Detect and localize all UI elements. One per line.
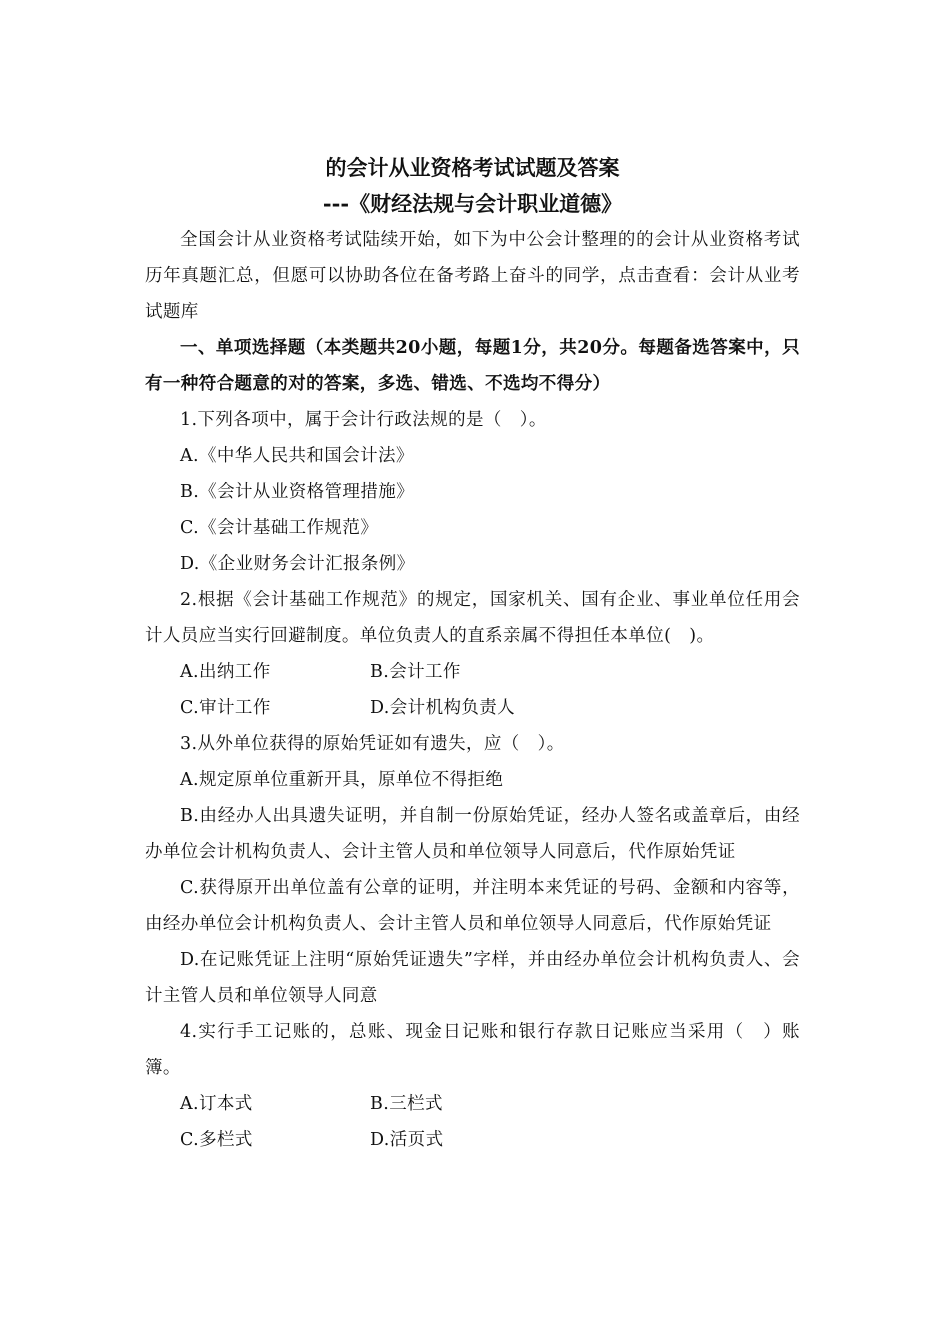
question-1-option-d: D.《企业财务会计汇报条例》: [180, 554, 415, 574]
section-heading: 一、单项选择题（本类题共20小题，每题1分，共20分。每题备选答案中，只有一种符合题意的对的答案，多选、错选、不选均不得分）: [145, 338, 800, 394]
question-4-stem: 4.实行手工记账的，总账、现金日记账和银行存款日记账应当采用（ ）账簿。: [145, 1022, 800, 1078]
question-2-options-row-2: [145, 690, 800, 726]
question-4-option-d: D.活页式: [370, 1130, 444, 1150]
document-title: 的会计从业资格考试试题及答案: [325, 155, 620, 180]
question-4-option-b: B.三栏式: [370, 1094, 443, 1114]
question-3-option-d: D.在记账凭证上注明“原始凭证遗失”字样，并由经办单位会计机构负责人、会计主管人员和单位领导人同意: [145, 950, 800, 1006]
question-3-stem: 3.从外单位获得的原始凭证如有遗失，应（ ）。: [180, 734, 565, 754]
question-2-option-d: D.会计机构负责人: [370, 698, 516, 718]
question-4-option-c: C.多栏式: [180, 1130, 253, 1150]
question-4-options-row-2: [145, 1122, 800, 1158]
question-1-option-a: A.《中华人民共和国会计法》: [180, 446, 414, 466]
question-2-option-a: A.出纳工作: [180, 662, 271, 682]
document-body: [145, 150, 800, 1158]
question-3-option-b: B.由经办人出具遗失证明，并自制一份原始凭证，经办人签名或盖章后，由经办单位会计机构负责人、会计主管人员和单位领导人同意后，代作原始凭证: [145, 806, 800, 862]
question-2-option-c: C.审计工作: [180, 698, 271, 718]
question-1-option-b: B.《会计从业资格管理措施》: [180, 482, 415, 502]
question-2-option-b: B.会计工作: [370, 662, 461, 682]
question-3-option-c: C.获得原开出单位盖有公章的证明，并注明本来凭证的号码、金额和内容等，由经办单位会计机构负责人、会计主管人员和单位领导人同意后，代作原始凭证: [145, 878, 800, 934]
intro-paragraph: 全国会计从业资格考试陆续开始，如下为中公会计整理的的会计从业资格考试历年真题汇总，但愿可以协助各位在备考路上奋斗的同学，点击查看：会计从业考试题库: [145, 230, 800, 322]
question-1-option-c: C.《会计基础工作规范》: [180, 518, 379, 538]
question-4-options-row-1: [145, 1086, 800, 1122]
question-3-option-a: A.规定原单位重新开具，原单位不得拒绝: [180, 770, 504, 790]
question-1-stem: 1.下列各项中，属于会计行政法规的是（ ）。: [180, 410, 547, 430]
question-2-options-row-1: [145, 654, 800, 690]
question-4-option-a: A.订本式: [180, 1094, 253, 1114]
document-subtitle: ---《财经法规与会计职业道德》: [322, 191, 623, 216]
question-2-stem: 2.根据《会计基础工作规范》的规定，国家机关、国有企业、事业单位任用会计人员应当实行回避制度。单位负责人的直系亲属不得担任本单位( )。: [145, 590, 800, 646]
